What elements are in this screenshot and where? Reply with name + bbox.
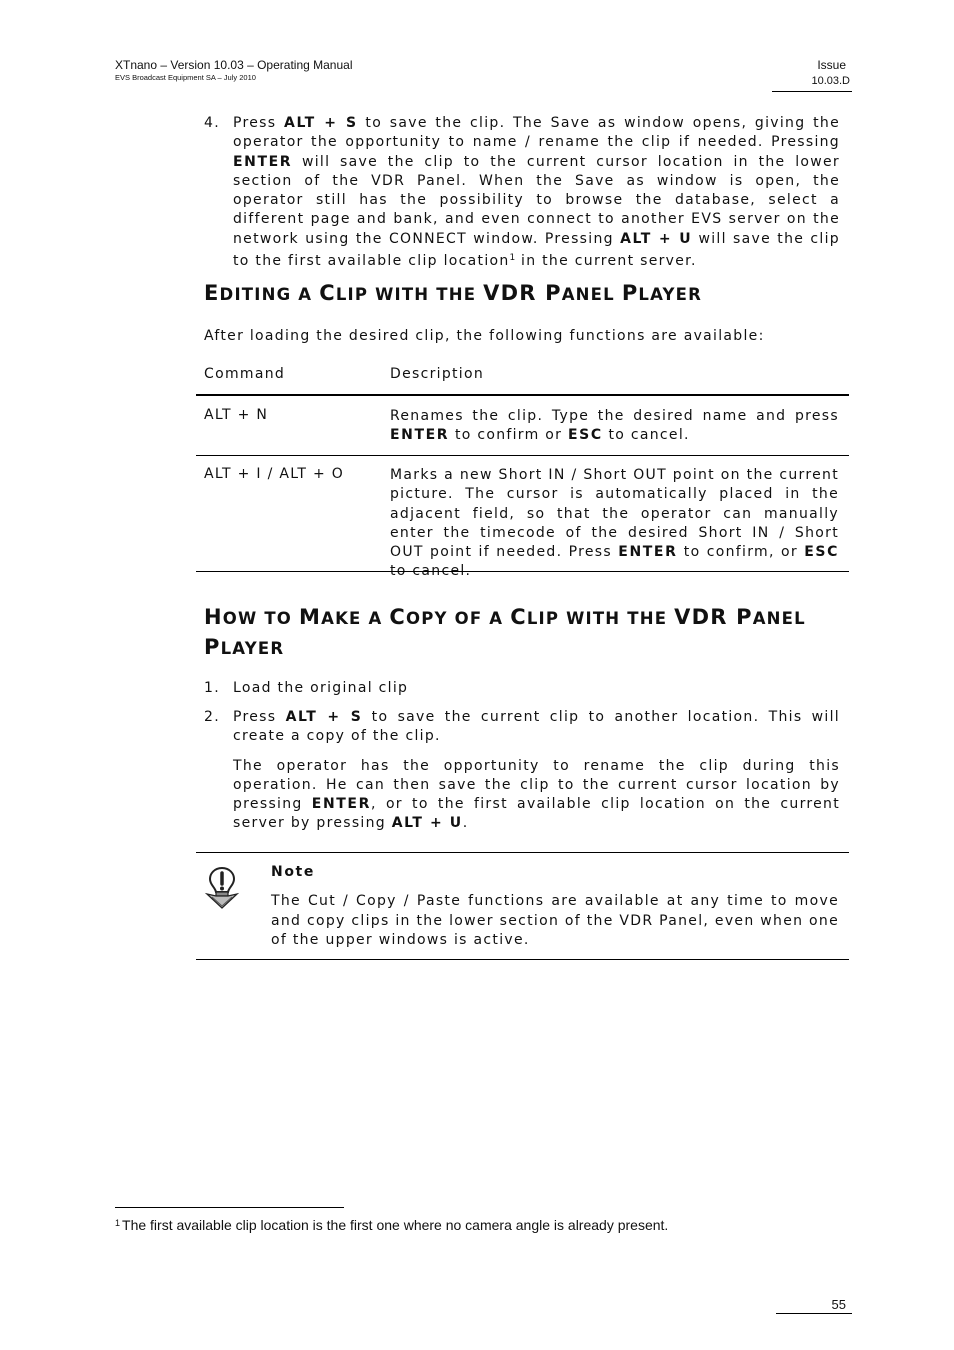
page-number: 55: [831, 1297, 846, 1312]
step-text: Press ALT + S to save the current clip to another location. This will create a copy of the clip.: [233, 709, 840, 745]
step-2: [204, 708, 840, 834]
table-bottom-rule: [196, 571, 849, 572]
table-row-2-command: ALT + I / ALT + O: [204, 466, 345, 482]
section-heading-editing: EDITING A CLIP WITH THE VDR PANEL PLAYER: [204, 281, 703, 305]
header-divider: [772, 91, 852, 92]
section-heading-copy: HOW TO MAKE A COPY OF A CLIP WITH THE VDR PANEL PLAYER: [204, 605, 806, 659]
footnote: $^1$ The first available clip location is the first one where no camera angle is already present.: [115, 1217, 669, 1233]
note-title: Note: [271, 864, 315, 880]
table-header-description: Description: [390, 366, 485, 382]
header-issue-version: 10.03.D: [811, 75, 850, 87]
footnote-divider: [115, 1207, 344, 1208]
table-row-2-description: Marks a new Short IN / Short OUT point on the current picture. The cursor is automatically placed in the adjacent field, so that the operator can manually enter the timecode of the desired Short IN / Short OUT point if needed. Press ENTER to confirm, or ESC to cancel.: [390, 467, 839, 580]
table-row-1-command: ALT + N: [204, 407, 269, 423]
step-text: Load the original clip: [233, 680, 409, 696]
note-bottom-rule: [196, 959, 849, 960]
step-4: [204, 114, 840, 271]
header-issue-label: Issue: [817, 58, 846, 72]
table-row-1-description: Renames the clip. Type the desired name and press ENTER to confirm or ESC to cancel.: [390, 408, 839, 444]
step-1: [204, 679, 840, 698]
page-number-rule: [776, 1313, 852, 1314]
note-text: The Cut / Copy / Paste functions are available at any time to move and copy clips in the lower section of the VDR Panel, even when one of the upper windows is active.: [271, 893, 839, 948]
step-number: 4.: [204, 115, 220, 131]
note-bulb-icon: [204, 864, 240, 910]
header-title: XTnano – Version 10.03 – Operating Manual: [115, 58, 353, 72]
table-row-divider: [196, 455, 849, 456]
step-2-paragraph: The operator has the opportunity to rename the clip during this operation. He can then save the clip to the current cursor location by pressing ENTER, or to the first available clip location on the current server by pressing ALT + U.: [233, 757, 840, 832]
note-top-rule: [196, 852, 849, 853]
table-header-command: Command: [204, 366, 286, 382]
footnote-mark: 1: [115, 1218, 121, 1228]
header-subtitle: EVS Broadcast Equipment SA – July 2010: [115, 73, 256, 82]
footnote-ref[interactable]: 1: [509, 253, 516, 264]
step-text: Press ALT + S to save the clip. The Save as window opens, giving the operator the opportunity to name / rename the clip if needed. Pressing ENTER will save the clip to the current cursor location in the lower section of the VDR Panel. When the Save as window is open, the operator still has the possibility to browse the database, select a different page and bank, and even connect to another EVS server on the network using the CONNECT window. Pressing ALT + U will save the clip to the first available clip location$^1$ in the current server.: [233, 115, 840, 270]
table-header-rule: [196, 394, 849, 396]
step-number: 2.: [204, 709, 220, 725]
step-number: 1.: [204, 680, 220, 696]
section1-intro: After loading the desired clip, the following functions are available:: [204, 328, 765, 344]
